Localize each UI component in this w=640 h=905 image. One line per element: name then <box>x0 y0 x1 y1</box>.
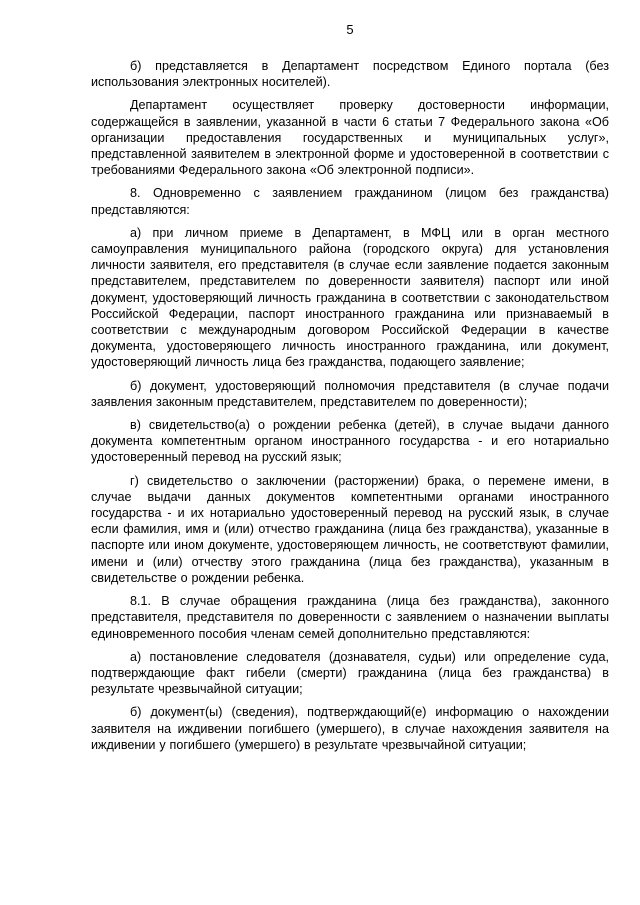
paragraph-item-8-1: 8.1. В случае обращения гражданина (лица без гражданства), законного представителя, представителя по доверенности с заявлением о назначении выплаты единовременного пособия членам семей дополнительно представляются: <box>91 594 609 641</box>
paragraph-item-8v: в) свидетельство(а) о рождении ребенка (детей), в случае выдачи данного документа компетентным органом иностранного государства - и его нотариально удостоверенный перевод на русский язык; <box>91 418 609 465</box>
paragraph-submission-portal: б) представляется в Департамент посредством Единого портала (без использования электронных носителей). <box>91 59 609 90</box>
paragraph-item-8: 8. Одновременно с заявлением гражданином (лицом без гражданства) представляются: <box>91 186 609 217</box>
document-page <box>91 22 609 760</box>
page-number: 5 <box>346 22 354 37</box>
paragraph-item-8b: б) документ, удостоверяющий полномочия представителя (в случае подачи заявления законным представителем, представителем по доверенности); <box>91 378 609 409</box>
paragraph-verification: Департамент осуществляет проверку достоверности информации, содержащейся в заявлении, указанной в части 6 статьи 7 Федерального закона «Об организации предоставления государственных и муниципальных услуг», представленной заявителем в электронной форме и удостоверенной в соответствии с требованиями Федерального закона «Об электронной подписи». <box>91 98 609 178</box>
paragraph-item-8a: а) при личном приеме в Департамент, в МФЦ или в орган местного самоуправления муниципального района (городского округа) для установления личности заявителя, его представителя (в случае если заявление подается законным представителем, представителем по доверенности заявителя) паспорт или иной документ, удостоверяющий личность гражданина в соответствии с законодательством Российской Федерации, паспорт иностранного гражданина или признаваемый в соответствии с международным договором Российской Федерации в качестве документа, удостоверяющего личность иностранного гражданина, или документ, удостоверяющий личность лица без гражданства, подающего заявление; <box>91 225 609 370</box>
paragraph-item-8g: г) свидетельство о заключении (расторжении) брака, о перемене имени, в случае выдачи данных документов компетентными органами иностранного государства - и их нотариально удостоверенный перевод на русский язык, в случае если фамилия, имя и (или) отчество гражданина (лица без гражданства), указанные в паспорте или ином документе, удостоверяющем личность, не соответствуют фамилии, имени и (или) отчеству этого гражданина (лица без гражданства), указанным в свидетельстве о рождении ребенка. <box>91 473 609 585</box>
paragraph-item-8-1a: а) постановление следователя (дознавателя, судьи) или определение суда, подтверждающие факт гибели (смерти) гражданина (лица без гражданства) в результате чрезвычайной ситуации; <box>91 649 609 697</box>
paragraph-item-8-1b: б) документ(ы) (сведения), подтверждающий(е) информацию о нахождении заявителя на иждивении погибшего (умершего), в случае нахождения заявителя на иждивении у погибшего (умершего) в результате чрезвычайной ситуации; <box>91 705 609 752</box>
